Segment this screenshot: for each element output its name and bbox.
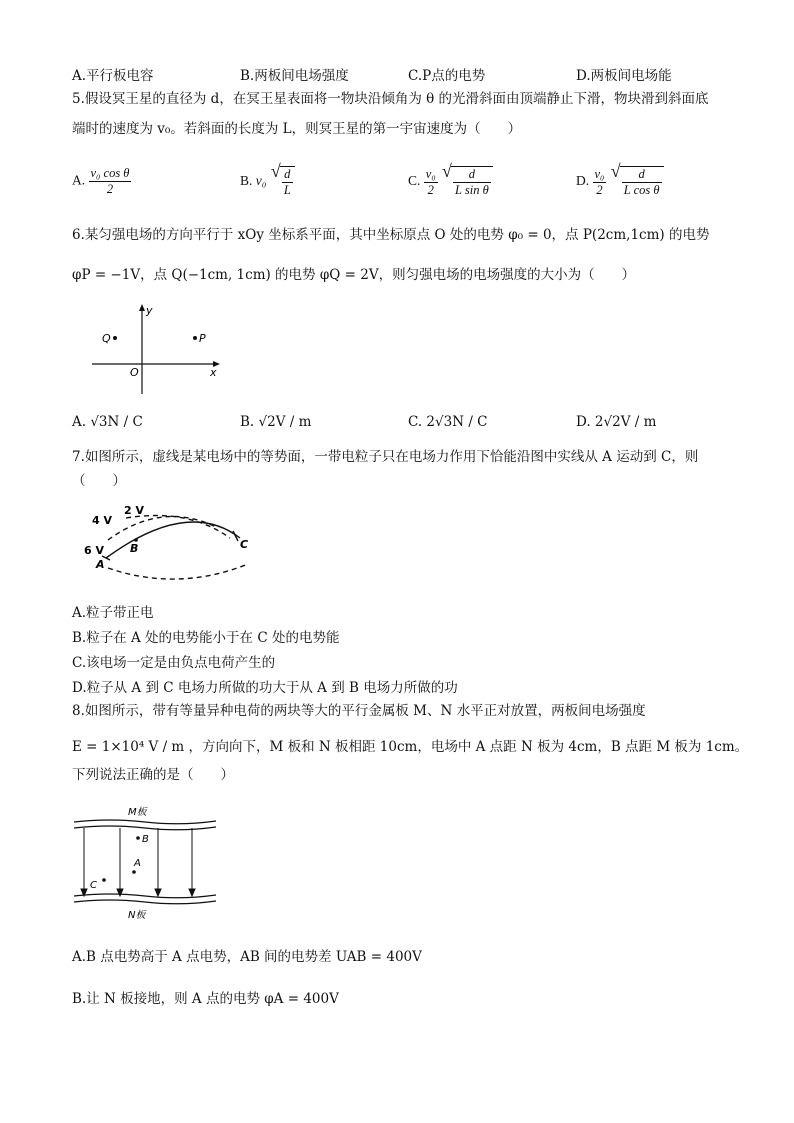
q8-point-b-label: B [142, 834, 149, 845]
q7-option-b: B.粒子在 A 处的电势能小于在 C 处的电势能 [72, 630, 340, 646]
q8-m-plate-label: M板 [128, 807, 147, 818]
q4-option-a: A.平行板电容 [72, 68, 154, 84]
q8-stem-line3: 下列说法正确的是（ ） [72, 767, 234, 783]
q6-option-c: C. 2√3N / C [408, 414, 488, 430]
q7-stem-line2: （ ） [72, 473, 126, 489]
q8-plates-figure [70, 804, 220, 922]
q8-option-a: A.B 点电势高于 A 点电势，AB 间的电势差 UAB = 400V [72, 949, 422, 965]
q6-stem-line1: 6.某匀强电场的方向平行于 xOy 坐标系平面，其中坐标原点 O 处的电势 φ₀ = 0，点 P(2cm,1cm) 的电势 [72, 227, 710, 243]
q7-equipotential-figure [78, 498, 258, 592]
q7-option-a: A.粒子带正电 [72, 605, 154, 621]
q8-option-b: B.让 N 板接地，则 A 点的电势 φA = 400V [72, 991, 339, 1007]
q8-stem-line2: E = 1×10⁴ V / m ，方向向下，M 板和 N 板相距 10cm，电场中 A 点距 N 板为 4cm，B 点距 M 板为 1cm。 [72, 739, 749, 755]
q6-x-axis-label: x [210, 366, 217, 379]
q8-point-a-label: A [134, 858, 141, 869]
q6-y-axis-label: y [146, 304, 153, 317]
q7-label-2v: 2 V [124, 504, 144, 517]
q6-option-d: D. 2√2V / m [576, 414, 657, 430]
q6-coordinate-figure [90, 302, 230, 396]
q5-option-d: D. $\frac{\text{v₀}}{2}$ √ $\frac{d}{\text{L cos θ}}$ [576, 166, 664, 198]
q8-stem-line1: 8.如图所示，带有等量异种电荷的两块等大的平行金属板 M、N 水平正对放置，两板间电场强度 [72, 703, 646, 719]
q5-option-b: B. v₀ √ $\frac{d}{L}$ [240, 166, 295, 198]
q5-stem-line1: 5.假设冥王星的直径为 d，在冥王星表面将一物块沿倾角为 θ 的光滑斜面由顶端静止下滑，物块滑到斜面底 [72, 91, 709, 107]
q7-label-b: B [130, 542, 139, 555]
q7-label-a: A [96, 558, 105, 571]
q8-n-plate-label: N板 [128, 910, 146, 921]
q6-option-a: A. √3N / C [72, 414, 143, 430]
q6-stem-line2: φP = −1V，点 Q(−1cm, 1cm) 的电势 φQ = 2V，则匀强电场的电场强度的大小为（ ） [72, 267, 636, 283]
q6-point-p [193, 336, 197, 340]
q6-point-p-label: P [199, 332, 206, 345]
q7-label-c: C [240, 538, 249, 551]
q7-stem-line1: 7.如图所示，虚线是某电场中的等势面，一带电粒子只在电场力作用下恰能沿图中实线从 A 运动到 C，则 [72, 449, 699, 465]
q4-option-c: C.P点的电势 [408, 68, 486, 84]
q7-label-4v: 4 V [92, 514, 112, 527]
q7-option-d: D.粒子从 A 到 C 电场力所做的功大于从 A 到 B 电场力所做的功 [72, 680, 458, 696]
q8-point-c-label: C [90, 880, 97, 891]
q5-option-c: C. $\frac{\text{v₀}}{2}$ √ $\frac{d}{\text{L sin θ}}$ [408, 166, 493, 198]
q6-point-q [113, 336, 117, 340]
q5-option-a: A. $\frac{\text{v₀ cos θ}}{2}$ [72, 166, 130, 196]
q7-option-c: C.该电场一定是由负点电荷产生的 [72, 655, 276, 671]
q5-stem-line2: 端时的速度为 v₀。若斜面的长度为 L，则冥王星的第一宇宙速度为（ ） [72, 121, 522, 137]
q6-origin-label: O [130, 366, 139, 379]
q7-label-6v: 6 V [84, 544, 104, 557]
q4-option-d: D.两板间电场能 [576, 68, 672, 84]
q4-option-b: B.两板间电场强度 [240, 68, 349, 84]
q6-option-b: B. √2V / m [240, 414, 312, 430]
q6-point-q-label: Q [102, 332, 111, 345]
